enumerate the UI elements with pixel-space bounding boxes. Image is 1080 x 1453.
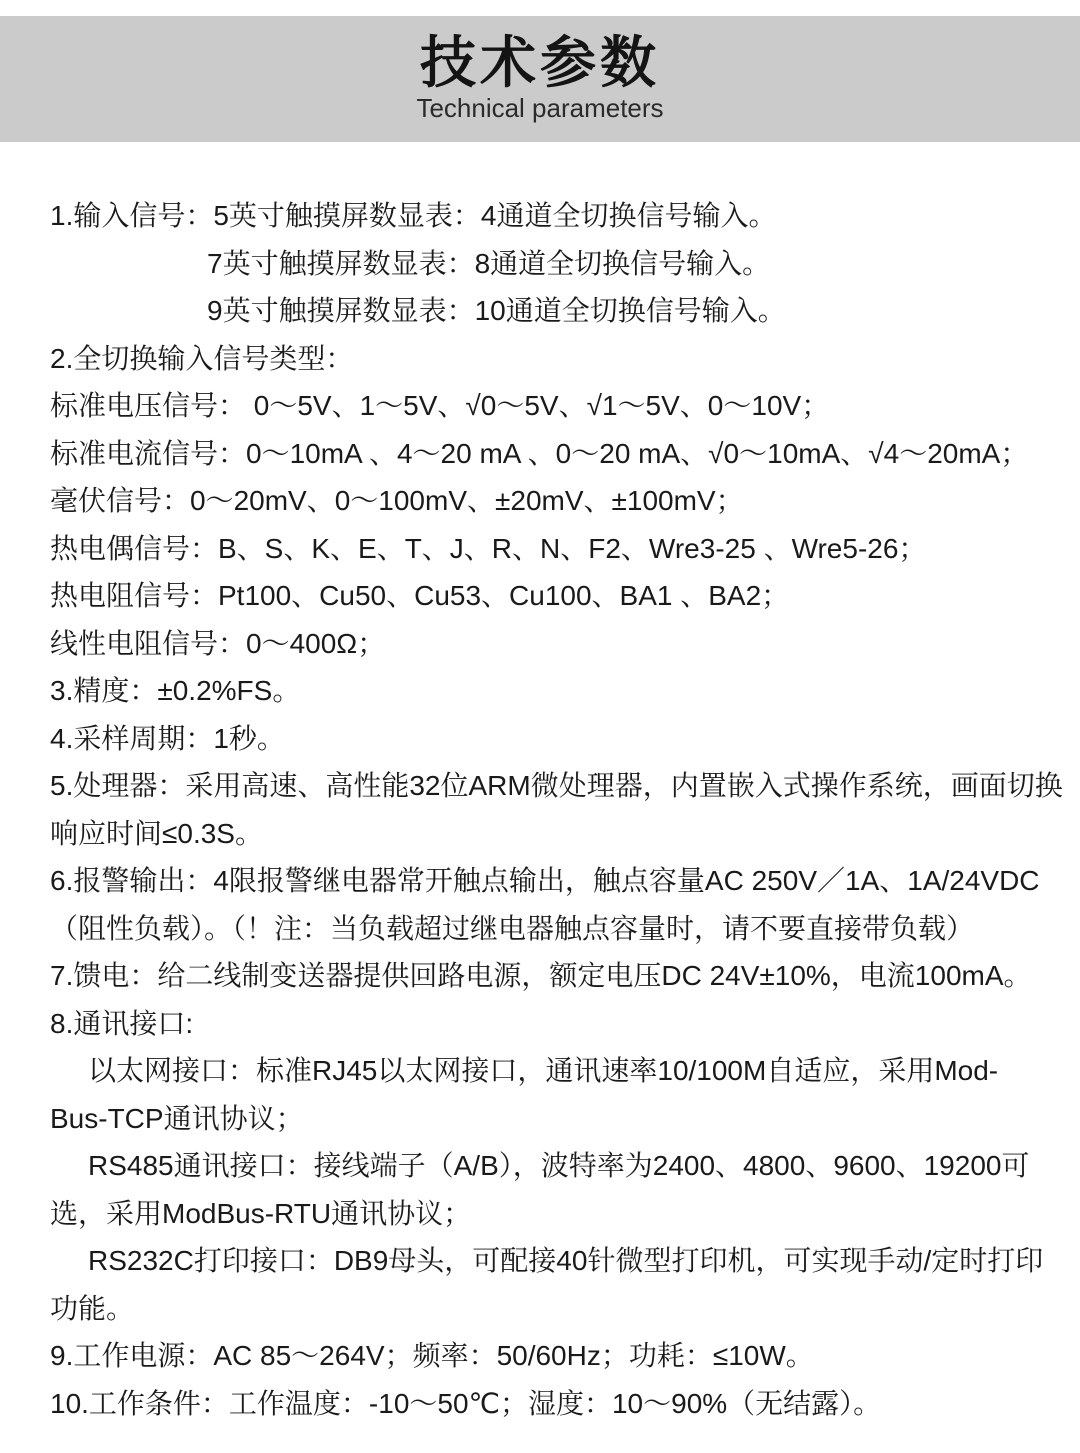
spec-line-input-signal-9in: 9英寸触摸屏数显表：10通道全切换信号输入。 (207, 295, 786, 326)
spec-line-millivolt-signal: 毫伏信号：0～20mV、0～100mV、±20mV、±100mV； (50, 485, 744, 516)
header-band (0, 16, 1080, 142)
spec-line-ethernet-cont: Bus-TCP通讯协议； (50, 1102, 304, 1134)
spec-line-accuracy: 3.精度：±0.2%FS。 (50, 675, 301, 706)
spec-line-current-signal: 标准电流信号：0～10mA 、4～20 mA 、0～20 mA、√0～10mA、√4～20mA； (50, 437, 1029, 469)
spec-line-alarm-output: 6.报警输出：4限报警继电器常开触点输出，触点容量AC 250V／1A、1A/24VDC (50, 865, 1040, 896)
spec-line-processor: 5.处理器：采用高速、高性能32位ARM微处理器，内置嵌入式操作系统，画面切换 (50, 770, 1063, 801)
spec-line-comm-interface: 8.通讯接口: (50, 1007, 194, 1039)
spec-line-input-signal: 1.输入信号：5英寸触摸屏数显表：4通道全切换信号输入。 (50, 200, 777, 231)
spec-line-rs232c: RS232C打印接口：DB9母头，可配接40针微型打印机，可实现手动/定时打印 (88, 1245, 1044, 1276)
spec-line-voltage-signal: 标准电压信号： 0～5V、1～5V、√0～5V、√1～5V、0～10V； (50, 390, 830, 421)
spec-line-alarm-note: （阻性负载）。（！注：当负载超过继电器触点容量时，请不要直接带负载） (50, 912, 975, 944)
spec-line-ethernet: 以太网接口：标准RJ45以太网接口，通讯速率10/100M自适应，采用Mod- (88, 1055, 999, 1086)
spec-line-rtd-signal: 热电阻信号：Pt100、Cu50、Cu53、Cu100、BA1 、BA2； (50, 580, 790, 611)
spec-line-signal-types: 2.全切换输入信号类型： (50, 342, 354, 374)
spec-line-thermocouple: 热电偶信号：B、S、K、E、T、J、R、N、F2、Wre3-25 、Wre5-26； (50, 532, 927, 564)
spec-line-rs485-cont: 选，采用ModBus-RTU通讯协议； (50, 1197, 472, 1229)
spec-line-processor-cont: 响应时间≤0.3S。 (50, 817, 263, 849)
spec-line-input-signal-7in: 7英寸触摸屏数显表：8通道全切换信号输入。 (207, 247, 771, 279)
spec-line-sampling-period: 4.采样周期：1秒。 (50, 722, 285, 754)
spec-line-linear-resistance: 线性电阻信号：0～400Ω； (50, 627, 386, 659)
spec-line-rs232c-cont: 功能。 (50, 1292, 135, 1324)
spec-line-feed-power: 7.馈电：给二线制变送器提供回路电源，额定电压DC 24V±10%，电流100mA。 (50, 960, 1032, 991)
spec-line-rs485: RS485通讯接口：接线端子（A/B），波特率为2400、4800、9600、19200可 (88, 1150, 1030, 1181)
page-title: 技术参数 (420, 30, 660, 94)
spec-list (0, 192, 1080, 1427)
spec-line-working-condition: 10.工作条件：工作温度：-10～50℃；湿度：10～90%（无结露）。 (50, 1387, 882, 1419)
page-subtitle: Technical parameters (416, 92, 664, 123)
spec-line-working-power: 9.工作电源：AC 85～264V；频率：50/60Hz；功耗：≤10W。 (50, 1340, 814, 1371)
